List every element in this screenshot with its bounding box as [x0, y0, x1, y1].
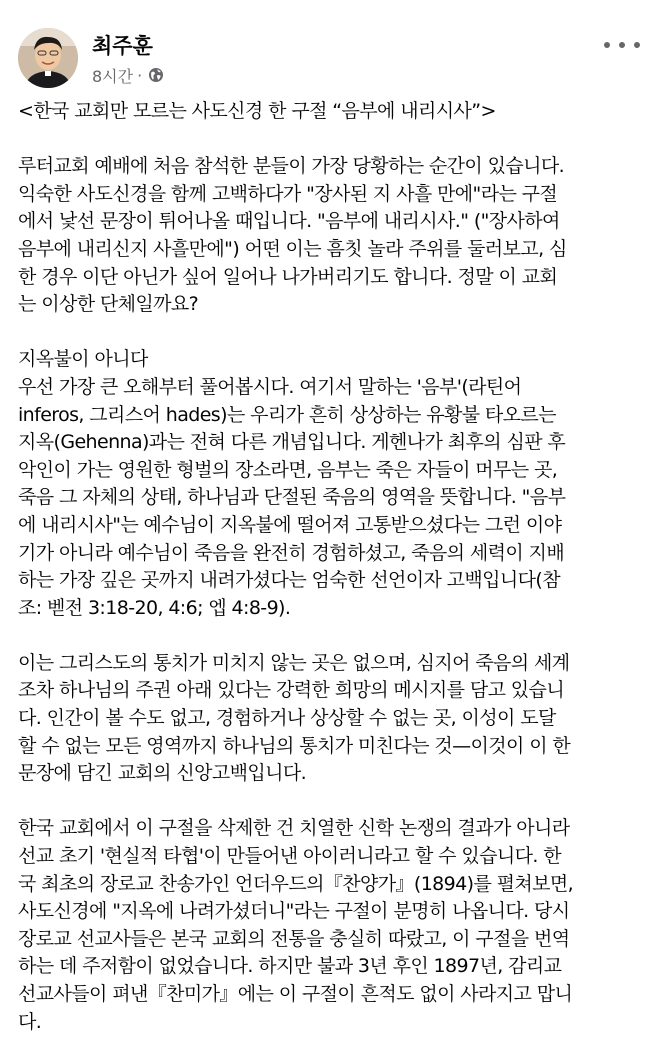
text-line: 이는 그리스도의 통치가 미치지 않는 곳은 없으며, 심지어 죽음의 세계 — [18, 651, 570, 674]
text-line: 악인이 가는 영원한 형벌의 장소라면, 음부는 죽은 자들이 머무는 곳, — [18, 458, 558, 481]
author-avatar[interactable] — [18, 28, 78, 88]
text-line: 조: 벧전 3:18-20, 4:6; 엡 4:8-9). — [18, 596, 291, 619]
avatar-image — [18, 28, 78, 88]
more-dot — [604, 42, 610, 48]
text-line: 음부에 내리신지 사흘만에") 어떤 이는 흠칫 놀라 주위를 둘러보고, 심 — [18, 237, 567, 260]
text-line: 문장에 담긴 교회의 신앙고백입니다. — [18, 762, 307, 785]
text-line: 하는 데 주저함이 없었습니다. 하지만 불과 3년 후인 1897년, 감리교 — [18, 955, 562, 978]
text-line: 조차 하나님의 주권 아래 있다는 강력한 희망의 메시지를 담고 있습니 — [18, 679, 565, 702]
post-header — [0, 0, 658, 100]
text-line: 하는 가장 깊은 곳까지 내려가셨다는 엄숙한 선언이자 고백입니다(참 — [18, 569, 561, 592]
text-line: inferos, 그리스어 hades)는 우리가 흔히 상상하는 유황불 타오르는 — [18, 403, 556, 426]
text-line: 는 이상한 단체일까요? — [18, 293, 199, 316]
more-dot — [619, 42, 625, 48]
paragraph-gap — [18, 319, 646, 347]
post-time[interactable]: 8시간 — [92, 66, 134, 86]
globe-icon[interactable] — [148, 67, 164, 83]
post-paragraph — [18, 153, 646, 319]
text-line: 지옥(Gehenna)과는 전혀 다른 개념입니다. 게헨나가 최후의 심판 후 — [18, 431, 566, 454]
section-heading: 지옥불이 아니다 — [18, 348, 148, 371]
paragraph-gap — [18, 126, 646, 154]
text-line: 국 최초의 장로교 찬송가인 언더우드의『찬양가』(1894)를 펼쳐보면, — [18, 872, 574, 895]
post-meta — [92, 64, 164, 86]
paragraph-gap — [18, 788, 646, 816]
text-line: 장로교 선교사들은 본국 교회의 전통을 충실히 따랐고, 이 구절을 번역 — [18, 927, 570, 950]
text-line: 사도신경에 "지옥에 나려가셨더니"라는 구절이 분명히 나옵니다. 당시 — [18, 900, 570, 923]
text-line: 익숙한 사도신경을 함께 고백하다가 "장사된 지 사흘 만에"라는 구절 — [18, 182, 558, 205]
more-dot — [634, 42, 640, 48]
paragraph-gap — [18, 622, 646, 650]
post-paragraph — [18, 650, 646, 788]
text-line: 우선 가장 큰 오해부터 풀어봅시다. 여기서 말하는 '음부'(라틴어 — [18, 375, 522, 398]
post-title-paragraph — [18, 98, 646, 126]
meta-separator: · — [137, 65, 143, 85]
text-line: 에서 낯선 문장이 튀어나올 때입니다. "음부에 내리시사." ("장사하여 — [18, 210, 560, 233]
text-line: <한국 교회만 모르는 사도신경 한 구절 “음부에 내리시사”> — [18, 100, 496, 122]
text-line: 선교사들이 펴낸『찬미가』에는 이 구절이 흔적도 없이 사라지고 맙니 — [18, 983, 573, 1005]
text-line: 한국 교회에서 이 구절을 삭제한 건 치열한 신학 논쟁의 결과가 아니라 — [18, 817, 570, 840]
text-line: 다. 인간이 볼 수도 없고, 경험하거나 상상할 수 없는 곳, 이성이 도달 — [18, 707, 556, 730]
text-line: 한 경우 이단 아닌가 싶어 일어나 나가버리기도 합니다. 정말 이 교회 — [18, 265, 558, 288]
text-line: 기가 아니라 예수님이 죽음을 완전히 경험하셨고, 죽음의 세력이 지배 — [18, 541, 565, 564]
text-line: 선교 초기 '현실적 타협'이 만들어낸 아이러니라고 할 수 있습니다. 한 — [18, 845, 562, 868]
text-line: 다. — [18, 1010, 42, 1033]
post-paragraph — [18, 346, 646, 622]
post-paragraph — [18, 815, 646, 1036]
text-line: 할 수 없는 모든 영역까지 하나님의 통치가 미친다는 것—이것이 이 한 — [18, 734, 571, 757]
more-options-icon[interactable] — [604, 34, 640, 56]
post-text — [18, 98, 646, 1036]
text-line: 에 내리시사"는 예수님이 지옥불에 떨어져 고통받으셨다는 그런 이야 — [18, 513, 562, 536]
author-name[interactable]: 최주훈 — [92, 34, 153, 58]
text-line: 루터교회 예배에 처음 참석한 분들이 가장 당황하는 순간이 있습니다. — [18, 155, 565, 178]
text-line: 죽음 그 자체의 상태, 하나님과 단절된 죽음의 영역을 뜻합니다. "음부 — [18, 486, 566, 509]
